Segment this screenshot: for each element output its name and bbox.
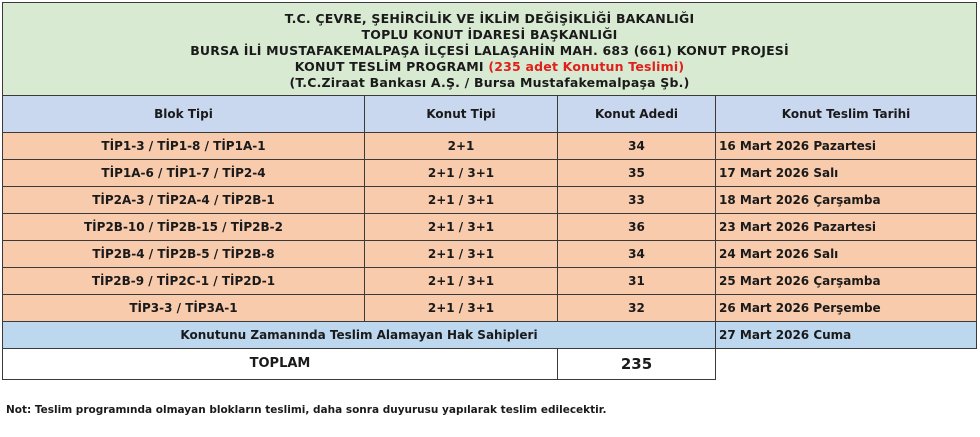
- table-title: [3, 3, 977, 96]
- delivery-date-cell: 23 Mart 2026 Pazartesi: [716, 214, 977, 241]
- block-type-cell: TİP1-3 / TİP1-8 / TİP1A-1: [3, 133, 365, 160]
- column-header-delivery-date: Konut Teslim Tarihi: [716, 96, 977, 133]
- pending-delivery-date: 27 Mart 2026 Cuma: [716, 322, 977, 349]
- unit-type-cell: 2+1 / 3+1: [365, 268, 558, 295]
- pending-delivery-label: Konutunu Zamanında Teslim Alamayan Hak Sahipleri: [3, 322, 716, 349]
- total-row: [3, 349, 977, 380]
- unit-type-cell: 2+1: [365, 133, 558, 160]
- table-row: [3, 133, 977, 160]
- table-row: [3, 187, 977, 214]
- block-type-cell: TİP2B-9 / TİP2C-1 / TİP2D-1: [3, 268, 365, 295]
- block-type-cell: TİP3-3 / TİP3A-1: [3, 295, 365, 322]
- total-label: TOPLAM: [3, 349, 558, 380]
- column-header-block-type: Blok Tipi: [3, 96, 365, 133]
- unit-count-cell: 35: [558, 160, 716, 187]
- delivery-schedule-sheet: [2, 2, 976, 380]
- ministry-name: T.C. ÇEVRE, ŞEHİRCİLİK VE İKLİM DEĞİŞİKLİĞİ BAKANLIĞI: [284, 11, 695, 26]
- bank-branch: (T.C.Ziraat Bankası A.Ş. / Bursa Mustafakemalpaşa Şb.): [289, 75, 690, 90]
- unit-type-cell: 2+1 / 3+1: [365, 214, 558, 241]
- pending-delivery-row: [3, 322, 977, 349]
- block-type-cell: TİP2A-3 / TİP2A-4 / TİP2B-1: [3, 187, 365, 214]
- column-header-unit-type: Konut Tipi: [365, 96, 558, 133]
- table-row: [3, 160, 977, 187]
- block-type-cell: TİP2B-10 / TİP2B-15 / TİP2B-2: [3, 214, 365, 241]
- program-unit-count: (235 adet Konutun Teslimi): [488, 59, 685, 74]
- delivery-schedule-table: [2, 2, 977, 380]
- project-name: BURSA İLİ MUSTAFAKEMALPAŞA İLÇESİ LALAŞAHİN MAH. 683 (661) KONUT PROJESİ: [190, 43, 789, 58]
- unit-count-cell: 31: [558, 268, 716, 295]
- unit-count-cell: 34: [558, 133, 716, 160]
- unit-count-cell: 33: [558, 187, 716, 214]
- block-type-cell: TİP1A-6 / TİP1-7 / TİP2-4: [3, 160, 365, 187]
- unit-type-cell: 2+1 / 3+1: [365, 187, 558, 214]
- block-type-cell: TİP2B-4 / TİP2B-5 / TİP2B-8: [3, 241, 365, 268]
- table-row: [3, 295, 977, 322]
- unit-type-cell: 2+1 / 3+1: [365, 295, 558, 322]
- total-value: 235: [558, 349, 716, 380]
- footnote: Not: Teslim programında olmayan blokların teslimi, daha sonra duyurusu yapılarak teslim edilecektir.: [6, 404, 607, 416]
- column-header-unit-count: Konut Adedi: [558, 96, 716, 133]
- total-row-spacer: [716, 349, 977, 380]
- delivery-date-cell: 25 Mart 2026 Çarşamba: [716, 268, 977, 295]
- delivery-date-cell: 18 Mart 2026 Çarşamba: [716, 187, 977, 214]
- delivery-date-cell: 24 Mart 2026 Salı: [716, 241, 977, 268]
- column-header-row: [3, 96, 977, 133]
- unit-type-cell: 2+1 / 3+1: [365, 160, 558, 187]
- program-title-text: KONUT TESLİM PROGRAMI: [294, 59, 489, 74]
- delivery-date-cell: 16 Mart 2026 Pazartesi: [716, 133, 977, 160]
- table-row: [3, 268, 977, 295]
- table-row: [3, 214, 977, 241]
- table-title-row: [3, 3, 977, 96]
- unit-count-cell: 36: [558, 214, 716, 241]
- delivery-date-cell: 17 Mart 2026 Salı: [716, 160, 977, 187]
- unit-count-cell: 32: [558, 295, 716, 322]
- unit-count-cell: 34: [558, 241, 716, 268]
- delivery-date-cell: 26 Mart 2026 Perşembe: [716, 295, 977, 322]
- agency-name: TOPLU KONUT İDARESİ BAŞKANLIĞI: [361, 27, 618, 42]
- program-title: [3, 59, 976, 75]
- table-row: [3, 241, 977, 268]
- unit-type-cell: 2+1 / 3+1: [365, 241, 558, 268]
